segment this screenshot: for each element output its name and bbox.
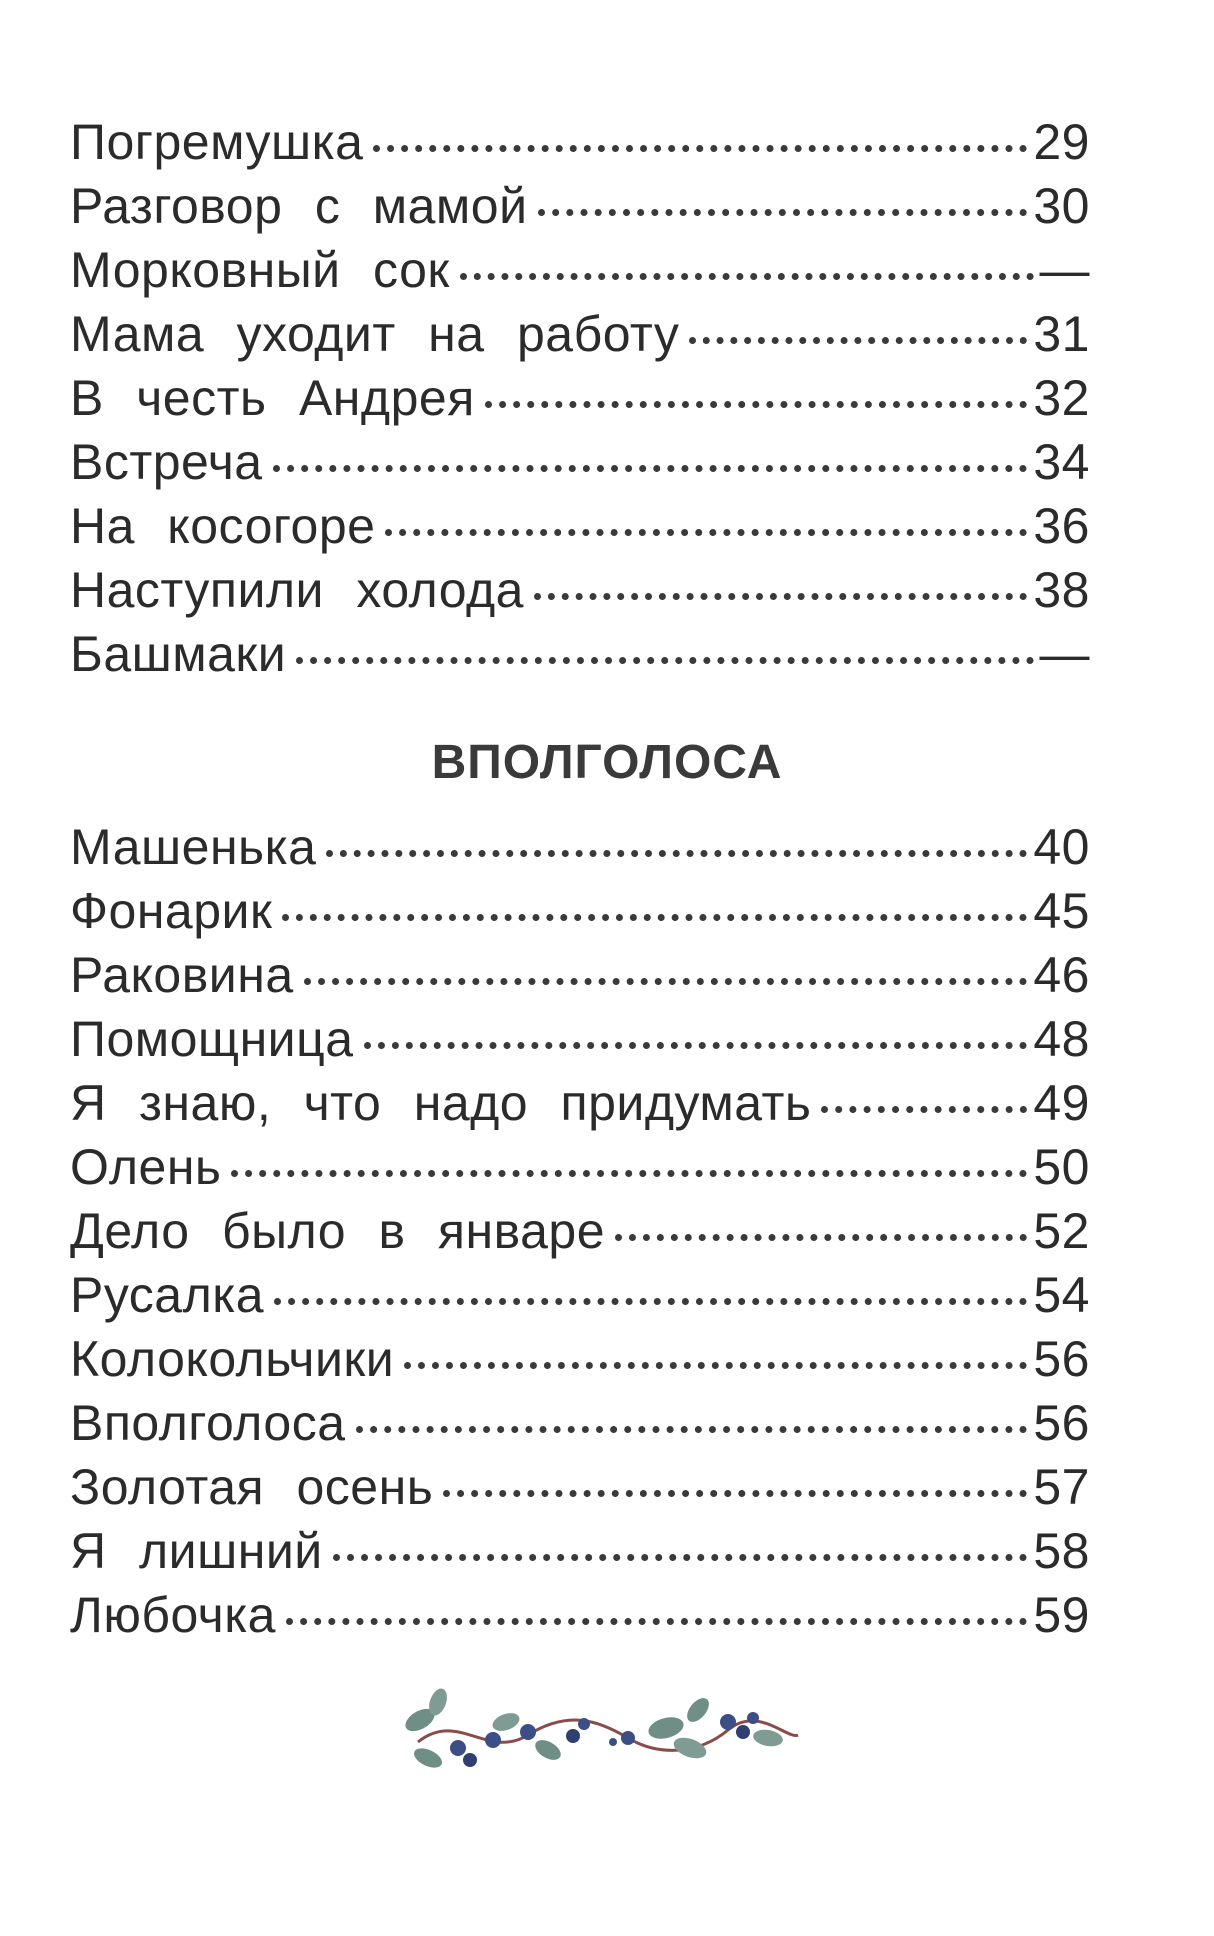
dot-leader	[404, 1362, 1027, 1369]
toc-entry-page: 56	[1033, 1331, 1090, 1387]
toc-entry	[70, 302, 1090, 366]
dot-leader	[274, 1298, 1027, 1305]
toc-entry	[70, 1391, 1090, 1455]
toc-entry-page: 48	[1033, 1011, 1090, 1067]
toc-entry-title: Мама уходит на работу	[70, 306, 680, 362]
toc-entry	[70, 1071, 1090, 1135]
section-heading: ВПОЛГОЛОСА	[431, 736, 783, 789]
toc-entry	[70, 174, 1090, 238]
toc-entry-page: 59	[1033, 1587, 1090, 1643]
leaf	[671, 1734, 709, 1763]
toc-entry-title: Я лишний	[70, 1523, 323, 1579]
toc-entry-page: 38	[1033, 562, 1090, 618]
toc-entry-title: Я знаю, что надо придумать	[70, 1075, 812, 1131]
dot-leader	[304, 978, 1028, 985]
toc-entry	[70, 1135, 1090, 1199]
leaf	[646, 1714, 686, 1743]
toc-entry-page: 57	[1033, 1459, 1090, 1515]
toc-entry	[70, 622, 1090, 686]
toc-entry-page: 58	[1033, 1523, 1090, 1579]
berry	[621, 1731, 635, 1745]
toc-entry-page: 50	[1033, 1139, 1090, 1195]
dot-leader	[296, 657, 1033, 664]
toc-entry-title: Морковный сок	[70, 242, 450, 298]
toc-entry-title: Любочка	[70, 1587, 276, 1643]
toc-entry-page: 46	[1033, 947, 1090, 1003]
toc-entry-title: Раковина	[70, 947, 294, 1003]
dot-leader	[485, 401, 1028, 408]
dot-leader	[373, 145, 1027, 152]
toc-entry	[70, 1455, 1090, 1519]
toc-entry-title: Башмаки	[70, 626, 287, 682]
dot-leader	[443, 1490, 1027, 1497]
toc-list-top	[70, 110, 1090, 686]
leaf	[532, 1736, 564, 1764]
toc-entry-page: 52	[1033, 1203, 1090, 1259]
toc-entry	[70, 430, 1090, 494]
toc-entry-page: 49	[1033, 1075, 1090, 1131]
toc-entry-title: Дело было в январе	[70, 1203, 606, 1259]
berry	[566, 1729, 580, 1743]
toc-entry-title: Колокольчики	[70, 1331, 395, 1387]
toc-entry	[70, 558, 1090, 622]
berry	[736, 1725, 750, 1739]
dot-leader	[538, 209, 1028, 216]
dot-leader	[615, 1234, 1027, 1241]
toc-entry	[70, 1007, 1090, 1071]
toc-entry-page: 40	[1033, 819, 1090, 875]
leaf	[490, 1710, 522, 1735]
toc-entry-page: 56	[1033, 1395, 1090, 1451]
toc-entry	[70, 879, 1090, 943]
leaf	[411, 1744, 445, 1771]
dot-leader	[356, 1426, 1028, 1433]
toc-entry	[70, 1583, 1090, 1647]
berry	[720, 1714, 736, 1730]
toc-entry-title: Русалка	[70, 1267, 265, 1323]
dot-leader	[282, 914, 1027, 921]
dot-leader	[333, 1554, 1028, 1561]
toc-entry-title: Наступили холода	[70, 562, 524, 618]
dot-leader	[689, 337, 1027, 344]
toc-entry	[70, 110, 1090, 174]
dot-leader	[460, 273, 1034, 280]
toc-entry-title: Фонарик	[70, 883, 273, 939]
toc-entry-page: 32	[1033, 370, 1090, 426]
toc-entry	[70, 943, 1090, 1007]
dot-leader	[364, 1042, 1028, 1049]
dot-leader	[326, 850, 1027, 857]
toc-entry-page: 29	[1033, 114, 1090, 170]
toc-entry-title: Вполголоса	[70, 1395, 346, 1451]
dot-leader	[534, 593, 1027, 600]
berry	[463, 1753, 477, 1767]
berry-vine-ornament-icon	[398, 1680, 808, 1780]
toc-entry-page: 31	[1033, 306, 1090, 362]
toc-entry-title: Погремушка	[70, 114, 364, 170]
toc-entry-title: Разговор с мамой	[70, 178, 528, 234]
berry	[747, 1712, 759, 1724]
dot-leader	[821, 1106, 1027, 1113]
toc-entry-title: На косогоре	[70, 498, 376, 554]
toc-entry	[70, 238, 1090, 302]
dot-leader	[231, 1170, 1027, 1177]
toc-list-bottom	[70, 815, 1090, 1647]
berry	[485, 1732, 501, 1748]
toc-entry-page: 54	[1033, 1267, 1090, 1323]
toc-entry	[70, 1263, 1090, 1327]
leaf	[683, 1694, 713, 1726]
toc-entry-title: Олень	[70, 1139, 222, 1195]
toc-entry-title: Встреча	[70, 434, 263, 490]
toc-entry	[70, 494, 1090, 558]
dot-leader	[286, 1618, 1027, 1625]
toc-entry-title: В честь Андрея	[70, 370, 475, 426]
dot-leader	[273, 465, 1028, 472]
berry	[450, 1740, 466, 1756]
dot-leader	[385, 529, 1027, 536]
toc-entry-title: Машенька	[70, 819, 317, 875]
berry	[578, 1718, 590, 1730]
toc-entry-page: 30	[1033, 178, 1090, 234]
toc-entry	[70, 1519, 1090, 1583]
toc-entry	[70, 1327, 1090, 1391]
toc-entry-page: 34	[1033, 434, 1090, 490]
berry	[609, 1738, 617, 1746]
toc-entry-page: 36	[1033, 498, 1090, 554]
toc-entry	[70, 815, 1090, 879]
berry	[520, 1724, 536, 1740]
toc-entry	[70, 366, 1090, 430]
toc-entry-title: Золотая осень	[70, 1459, 434, 1515]
toc-entry	[70, 1199, 1090, 1263]
toc-entry-page: —	[1039, 242, 1090, 298]
toc-entry-page: 45	[1033, 883, 1090, 939]
toc-entry-page: —	[1039, 626, 1090, 682]
toc-entry-title: Помощница	[70, 1011, 354, 1067]
